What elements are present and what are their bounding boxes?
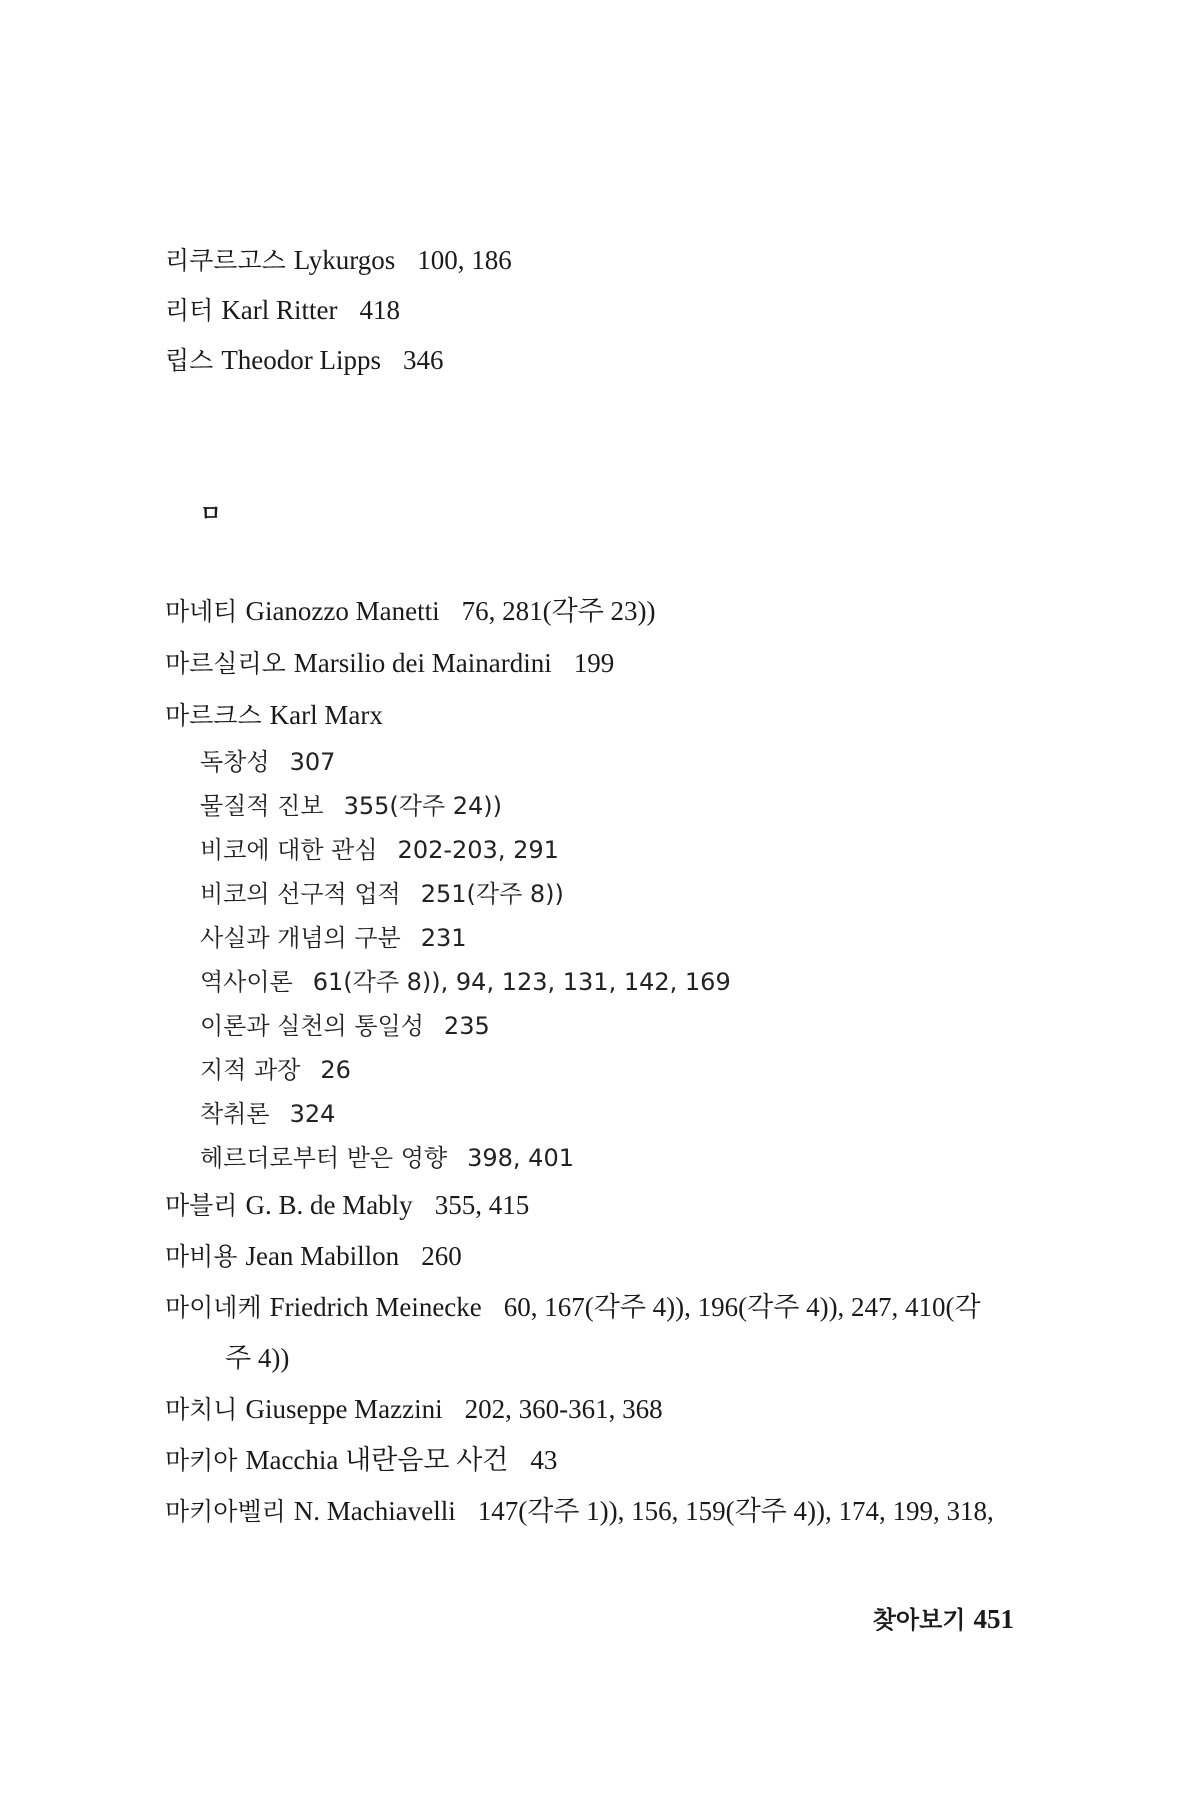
entry-korean-name: 마르실리오 (165, 649, 286, 678)
entry-pages: 147(각주 1)), 156, 159(각주 4)), 174, 199, 318, (477, 1496, 994, 1526)
entry-pages: 76, 281(각주 23)) (461, 596, 656, 626)
sub-entry-pages: 202-203, 291 (397, 836, 559, 864)
sub-entry (200, 1053, 351, 1087)
index-entry (165, 342, 444, 379)
sub-entry-pages: 251(각주 8)) (420, 880, 564, 908)
index-entry (165, 645, 614, 682)
entry-original-name: Friedrich Meinecke (269, 1292, 482, 1322)
footer-label: 찾아보기 (872, 1606, 966, 1634)
entry-original-name: Gianozzo Manetti (245, 596, 440, 626)
sub-entry (200, 1141, 574, 1175)
entry-pages: 355, 415 (434, 1190, 530, 1220)
page-footer (873, 1600, 1014, 1635)
sub-entry-term: 물질적 진보 (200, 792, 324, 820)
sub-entry-pages: 398, 401 (467, 1144, 574, 1172)
entry-original-name: Jean Mabillon (245, 1241, 400, 1271)
index-entry (165, 593, 656, 630)
sub-entry (200, 789, 502, 823)
entry-pages: 346 (403, 345, 444, 375)
entry-korean-name: 마이네케 (165, 1293, 262, 1322)
entry-original-name: N. Machiavelli (293, 1496, 456, 1526)
sub-entry (200, 921, 467, 955)
index-entry (165, 697, 405, 734)
entry-original-name: Giuseppe Mazzini (245, 1394, 443, 1424)
entry-continuation: 주 4)) (225, 1343, 290, 1373)
sub-entry-term: 착취론 (200, 1100, 270, 1128)
index-entry (165, 1391, 663, 1428)
entry-original-name: G. B. de Mably (245, 1190, 413, 1220)
sub-entry-term: 지적 과장 (200, 1056, 301, 1084)
entry-pages: 199 (573, 648, 615, 678)
entry-korean-name: 마르크스 (165, 701, 262, 730)
entry-korean-name: 리터 (165, 296, 214, 325)
entry-korean-name: 마네티 (165, 597, 238, 626)
sub-entry-term: 헤르더로부터 받은 영향 (200, 1144, 448, 1172)
sub-entry (200, 1009, 490, 1043)
sub-entry (200, 833, 559, 867)
sub-entry-term: 역사이론 (200, 968, 293, 996)
sub-entry-term: 이론과 실천의 통일성 (200, 1012, 424, 1040)
sub-entry-pages: 26 (320, 1056, 351, 1084)
sub-entry-pages: 307 (289, 748, 336, 776)
entry-original-name: Lykurgos (293, 245, 396, 275)
sub-entry-term: 비코에 대한 관심 (200, 836, 378, 864)
sub-entry-pages: 355(각주 24)) (343, 792, 502, 820)
entry-pages: 260 (421, 1241, 462, 1271)
entry-korean-name: 마키아벨리 (165, 1497, 286, 1526)
index-entry (165, 1493, 994, 1530)
sub-entry-pages: 61(각주 8)), 94, 123, 131, 142, 169 (312, 968, 731, 996)
sub-entry-pages: 231 (420, 924, 467, 952)
index-entry (165, 242, 512, 279)
page-number: 451 (973, 1604, 1014, 1634)
entry-pages: 43 (530, 1445, 558, 1475)
entry-original-name: Karl Ritter (221, 295, 338, 325)
index-entry (165, 292, 400, 329)
entry-pages: 418 (359, 295, 401, 325)
section-heading: ㅁ (200, 502, 222, 527)
sub-entry-pages: 235 (443, 1012, 490, 1040)
entry-original-name: Marsilio dei Mainardini (293, 648, 552, 678)
sub-entry-term: 사실과 개념의 구분 (200, 924, 401, 952)
entry-korean-name: 마치니 (165, 1395, 238, 1424)
index-entry (165, 1289, 981, 1326)
sub-entry (200, 965, 731, 999)
entry-korean-name: 마키아 (165, 1446, 238, 1475)
entry-pages: 202, 360-361, 368 (464, 1394, 663, 1424)
entry-pages: 100, 186 (417, 245, 512, 275)
entry-original-name: Karl Marx (269, 700, 383, 730)
entry-korean-name: 립스 (165, 346, 214, 375)
index-entry (165, 1238, 462, 1275)
entry-original-name: Macchia 내란음모 사건 (245, 1445, 509, 1475)
entry-korean-name: 마블리 (165, 1191, 238, 1220)
index-entry (165, 1187, 529, 1224)
sub-entry-term: 비코의 선구적 업적 (200, 880, 401, 908)
index-entry (165, 1442, 557, 1479)
sub-entry-term: 독창성 (200, 748, 270, 776)
entry-pages: 60, 167(각주 4)), 196(각주 4)), 247, 410(각 (503, 1292, 981, 1322)
sub-entry (200, 1097, 335, 1131)
entry-korean-name: 마비용 (165, 1242, 238, 1271)
sub-entry (200, 877, 564, 911)
sub-entry (200, 745, 335, 779)
entry-korean-name: 리쿠르고스 (165, 246, 286, 275)
sub-entry-pages: 324 (289, 1100, 336, 1128)
entry-original-name: Theodor Lipps (221, 345, 382, 375)
